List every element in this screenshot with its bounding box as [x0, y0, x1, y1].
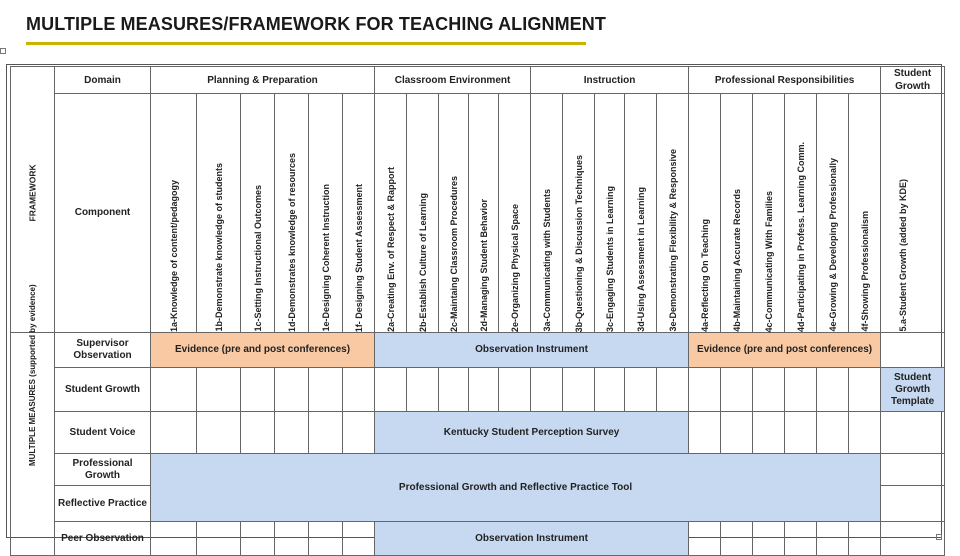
empty-cell — [595, 368, 625, 412]
component-label: 3a-Communicating with Students — [541, 189, 552, 332]
empty-cell — [721, 368, 753, 412]
empty-cell — [469, 368, 499, 412]
evidence-block-planning: Evidence (pre and post conferences) — [151, 333, 375, 368]
peer-observation-instrument-block: Observation Instrument — [375, 522, 689, 556]
empty-cell — [817, 412, 849, 454]
measure-reflective-practice: Reflective Practice — [55, 486, 151, 522]
component-header-cell — [275, 94, 309, 333]
component-header-cell — [689, 94, 721, 333]
domain-planning: Planning & Preparation — [151, 67, 375, 94]
empty-cell — [817, 368, 849, 412]
component-label: 2e-Organizing Physical Space — [509, 203, 520, 332]
empty-cell — [689, 368, 721, 412]
professional-growth-tool-block: Professional Growth and Reflective Practice Tool — [151, 454, 881, 522]
component-header-cell — [563, 94, 595, 333]
component-label: 2b-Establish Culture of Learning — [417, 192, 428, 332]
component-label: 4b-Maintaining Accurate Records — [731, 189, 742, 332]
empty-cell — [881, 522, 945, 556]
empty-cell — [151, 522, 197, 556]
component-header-cell — [531, 94, 563, 333]
component-header-cell — [721, 94, 753, 333]
student-growth-template-block: Student Growth Template — [881, 368, 945, 412]
empty-cell — [689, 522, 721, 556]
empty-cell — [849, 368, 881, 412]
component-label: 1e-Designing Coherent Instruction — [320, 184, 331, 332]
measure-row-student-growth — [11, 368, 945, 412]
component-label: 2c-Maintaing Classroom Procedures — [448, 175, 459, 332]
measure-row-peer-observation — [11, 522, 945, 556]
component-label: 1a-Knowledge of content/pedagogy — [168, 179, 179, 332]
empty-cell — [785, 412, 817, 454]
component-header-cell — [625, 94, 657, 333]
component-label: 4a-Reflecting On Teaching — [699, 219, 710, 332]
component-label: 2a-Creating Env. of Respect & Rapport — [385, 167, 396, 332]
empty-cell — [881, 333, 945, 368]
empty-cell — [721, 522, 753, 556]
empty-cell — [275, 368, 309, 412]
component-header-cell — [151, 94, 197, 333]
domain-header: Domain — [55, 67, 151, 94]
empty-cell — [241, 522, 275, 556]
component-label: 3b-Questioning & Discussion Techniques — [573, 154, 584, 332]
component-label: 4f-Showing Professionalism — [859, 211, 870, 332]
empty-cell — [309, 522, 343, 556]
empty-cell — [625, 368, 657, 412]
empty-cell — [881, 412, 945, 454]
component-row — [11, 94, 945, 333]
measure-student-growth: Student Growth — [55, 368, 151, 412]
component-header-cell — [407, 94, 439, 333]
empty-cell — [275, 522, 309, 556]
empty-cell — [241, 368, 275, 412]
component-header-cell — [375, 94, 407, 333]
empty-cell — [785, 368, 817, 412]
alignment-table — [10, 66, 945, 556]
title-underline — [26, 42, 586, 45]
component-label: 2d-Managing Student Behavior — [478, 199, 489, 332]
empty-cell — [309, 368, 343, 412]
domain-student-growth: Student Growth — [881, 67, 945, 94]
empty-cell — [499, 368, 531, 412]
component-header-cell — [595, 94, 625, 333]
component-header-cell — [343, 94, 375, 333]
domain-instruction: Instruction — [531, 67, 689, 94]
student-perception-survey-block: Kentucky Student Perception Survey — [375, 412, 689, 454]
empty-cell — [343, 368, 375, 412]
measure-row-supervisor — [11, 333, 945, 368]
component-header-cell — [881, 94, 945, 333]
empty-cell — [275, 412, 309, 454]
empty-cell — [753, 368, 785, 412]
empty-cell — [531, 368, 563, 412]
component-label: 3c-Engaging Students in Learning — [604, 185, 615, 332]
component-header-cell — [241, 94, 275, 333]
multiple-measures-side-label: MULTIPLE MEASURES (supported by evidence) — [11, 333, 55, 556]
component-header-cell — [197, 94, 241, 333]
empty-cell — [849, 412, 881, 454]
empty-cell — [439, 368, 469, 412]
component-header-cell — [309, 94, 343, 333]
empty-cell — [197, 412, 241, 454]
empty-cell — [309, 412, 343, 454]
empty-cell — [241, 412, 275, 454]
empty-cell — [753, 412, 785, 454]
component-label: 1b-Demonstrate knowledge of students — [213, 163, 224, 332]
observation-instrument-block: Observation Instrument — [375, 333, 689, 368]
component-label: 1f- Designing Student Assessment — [353, 183, 364, 332]
component-header-cell — [817, 94, 849, 333]
measure-supervisor-observation: Supervisor Observation — [55, 333, 151, 368]
empty-cell — [343, 522, 375, 556]
empty-cell — [657, 368, 689, 412]
framework-side-label: FRAMEWORK — [11, 67, 55, 333]
evidence-block-professional: Evidence (pre and post conferences) — [689, 333, 881, 368]
empty-cell — [407, 368, 439, 412]
component-header-cell — [439, 94, 469, 333]
empty-cell — [817, 522, 849, 556]
component-header-cell — [753, 94, 785, 333]
component-header-cell — [849, 94, 881, 333]
empty-cell — [753, 522, 785, 556]
component-label: 3e-Demonstrating Flexibility & Responsive — [667, 149, 678, 332]
component-header: Component — [55, 94, 151, 333]
page-title: MULTIPLE MEASURES/FRAMEWORK FOR TEACHING ALIGNMENT — [26, 14, 606, 34]
measure-row-professional-growth — [11, 454, 945, 486]
component-label: 4e-Growing & Developing Professionally — [827, 158, 838, 332]
domain-classroom: Classroom Environment — [375, 67, 531, 94]
component-label: 4d-Participating in Profess. Learning Comm. — [795, 141, 806, 332]
empty-cell — [151, 368, 197, 412]
component-header-cell — [657, 94, 689, 333]
component-label: 1d-Demonstrates knowledge of resources — [286, 152, 297, 332]
component-label: 4c-Communicating With Families — [763, 190, 774, 332]
empty-cell — [343, 412, 375, 454]
empty-cell — [197, 368, 241, 412]
empty-cell — [375, 368, 407, 412]
component-header-cell — [469, 94, 499, 333]
component-label: 3d-Using Assessment in Learning — [635, 187, 646, 332]
empty-cell — [721, 412, 753, 454]
domain-professional: Professional Responsibilities — [689, 67, 881, 94]
measure-professional-growth: Professional Growth — [55, 454, 151, 486]
component-header-cell — [499, 94, 531, 333]
measure-student-voice: Student Voice — [55, 412, 151, 454]
component-label: 1c-Setting Instructional Outcomes — [252, 185, 263, 332]
anchor-marker — [0, 48, 6, 54]
empty-cell — [689, 412, 721, 454]
component-header-cell — [785, 94, 817, 333]
empty-cell — [197, 522, 241, 556]
empty-cell — [151, 412, 197, 454]
empty-cell — [785, 522, 817, 556]
empty-cell — [881, 486, 945, 522]
empty-cell — [881, 454, 945, 486]
component-label: 5.a-Student Growth (added by KDE) — [897, 179, 908, 332]
empty-cell — [563, 368, 595, 412]
domain-row — [11, 67, 945, 94]
anchor-marker — [936, 534, 942, 540]
empty-cell — [849, 522, 881, 556]
measure-peer-observation: Peer Observation — [55, 522, 151, 556]
measure-row-student-voice — [11, 412, 945, 454]
